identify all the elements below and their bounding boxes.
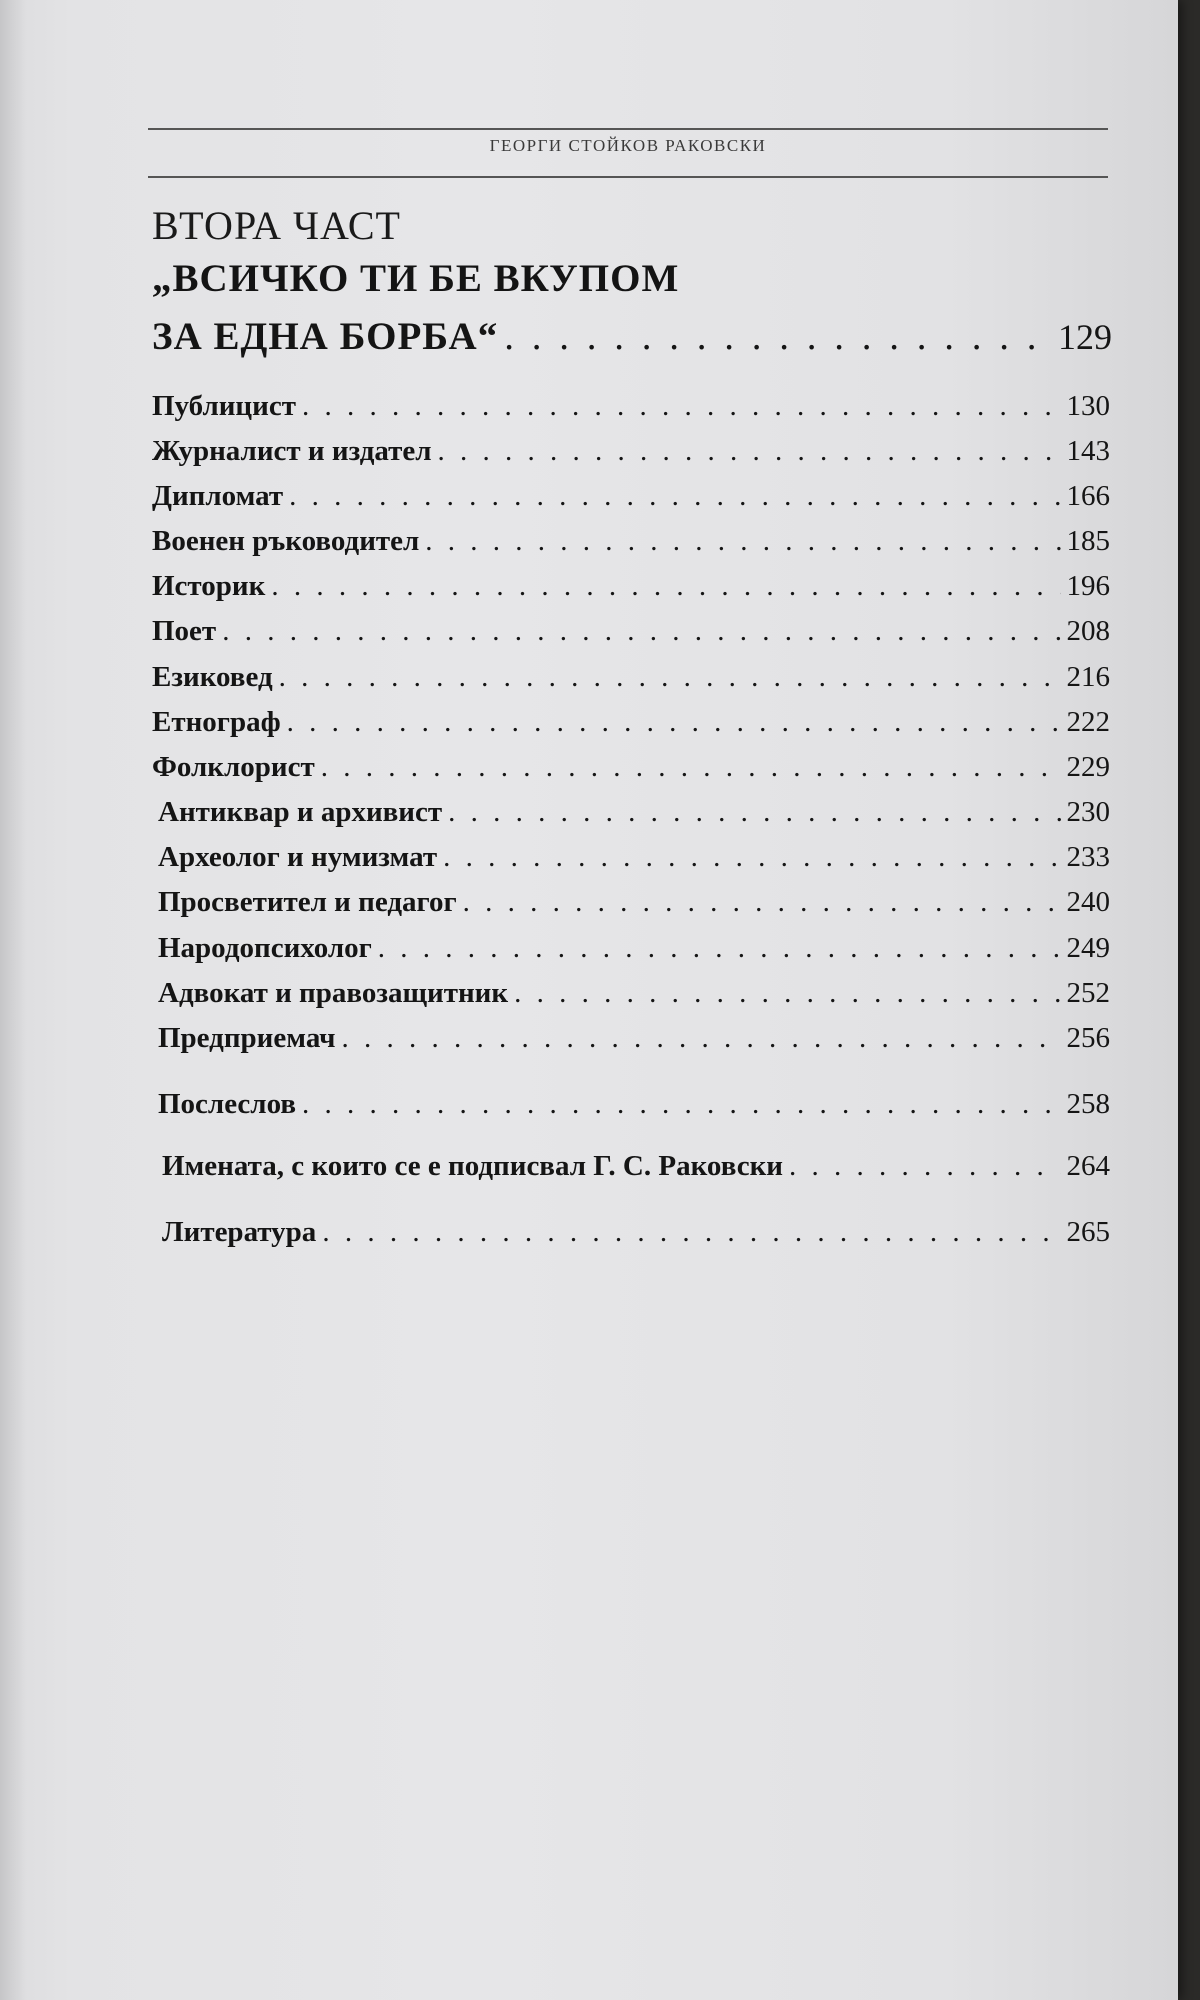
toc-entry-title: Предприемач <box>158 1022 336 1054</box>
toc-entry <box>152 480 1110 513</box>
toc-entry-page-number: 222 <box>1066 706 1110 738</box>
toc-entry-title: Публицист <box>152 390 296 422</box>
toc-entry-page-number: 196 <box>1066 570 1110 602</box>
dot-leader <box>448 796 1060 829</box>
toc-entry <box>158 977 1110 1010</box>
toc-entry <box>152 570 1110 603</box>
toc-entry <box>158 841 1110 874</box>
dot-leader <box>302 390 1061 423</box>
dot-leader <box>287 706 1061 739</box>
toc-entry-title: Послеслов <box>158 1088 297 1120</box>
toc-entry-title: Поет <box>152 615 217 647</box>
toc-entry <box>162 1150 1110 1183</box>
toc-entry-title: Антиквар и архивист <box>158 796 443 828</box>
toc-entry-title: Журналист и издател <box>152 435 432 467</box>
toc-entry-page-number: 249 <box>1066 932 1110 964</box>
toc-part-row <box>152 314 1112 359</box>
dot-leader <box>514 977 1060 1010</box>
toc-entry-title: Езиковед <box>152 661 273 693</box>
dot-leader <box>463 886 1061 919</box>
toc-entry-page-number: 252 <box>1066 977 1110 1009</box>
toc-entry-title: Историк <box>152 570 266 602</box>
toc-entry <box>158 886 1110 919</box>
dot-leader <box>378 932 1061 965</box>
dot-leader <box>279 661 1061 694</box>
dot-leader <box>302 1088 1060 1121</box>
toc-entry-page-number: 264 <box>1066 1150 1110 1182</box>
toc-entry <box>152 525 1110 558</box>
toc-entry-page-number: 258 <box>1066 1088 1110 1120</box>
toc-entry-title: Археолог и нумизмат <box>158 841 438 873</box>
page-gutter-shadow <box>0 0 26 2000</box>
toc-entry-title: Военен ръководител <box>152 525 420 557</box>
header-rule-top <box>148 128 1108 130</box>
toc-entry <box>152 661 1110 694</box>
toc-entry-page-number: 256 <box>1066 1022 1110 1054</box>
toc-entry <box>162 1216 1110 1249</box>
toc-entry <box>152 435 1110 468</box>
dot-leader <box>443 841 1060 874</box>
toc-entry <box>152 706 1110 739</box>
toc-entry-title: Адвокат и правозащитник <box>158 977 509 1009</box>
toc-entry-page-number: 166 <box>1066 480 1110 512</box>
toc-entry-title: Народопсихолог <box>158 932 372 964</box>
dot-leader <box>321 751 1061 784</box>
part-title-line-2: ЗА ЕДНА БОРБА“ <box>152 315 499 358</box>
running-head: ГЕОРГИ СТОЙКОВ РАКОВСКИ <box>489 136 767 155</box>
toc-entry-page-number: 240 <box>1066 886 1110 918</box>
toc-entry-page-number: 185 <box>1066 525 1110 557</box>
toc-entry-title: Литература <box>162 1216 317 1248</box>
part-label: ВТОРА ЧАСТ <box>152 203 401 248</box>
toc-entry-title: Дипломат <box>152 480 284 512</box>
header-rule-bottom <box>148 176 1108 178</box>
toc-entry <box>158 1022 1110 1055</box>
dot-leader <box>322 1216 1060 1249</box>
dot-leader <box>425 525 1060 558</box>
toc-entry-title: Имената, с които се е подписвал Г. С. Раковски <box>162 1150 783 1182</box>
toc-entry-title: Просветител и педагог <box>158 886 457 918</box>
toc-entry <box>158 932 1110 965</box>
toc-entry-title: Етнограф <box>152 706 281 738</box>
toc-entry-page-number: 208 <box>1066 615 1110 647</box>
toc-entry <box>152 390 1110 423</box>
toc-entry <box>158 796 1110 829</box>
dot-leader <box>222 615 1060 648</box>
toc-entry-page-number: 229 <box>1066 751 1110 783</box>
part-page-number: 129 <box>1058 317 1112 357</box>
toc-entry <box>158 1088 1110 1121</box>
part-title-line-1: „ВСИЧКО ТИ БЕ ВКУПОМ <box>152 257 680 300</box>
dot-leader <box>271 570 1060 603</box>
dot-leader <box>504 314 1052 359</box>
dot-leader <box>289 480 1060 513</box>
toc-entry-page-number: 216 <box>1066 661 1110 693</box>
toc-entry <box>152 615 1110 648</box>
toc-entry-page-number: 143 <box>1066 435 1110 467</box>
toc-entry-title: Фолклорист <box>152 751 315 783</box>
toc-entry-page-number: 130 <box>1066 390 1110 422</box>
dot-leader <box>789 1150 1061 1183</box>
toc-entry-page-number: 230 <box>1066 796 1110 828</box>
dot-leader <box>342 1022 1061 1055</box>
dot-leader <box>438 435 1061 468</box>
toc-entry <box>152 751 1110 784</box>
toc-entry-page-number: 265 <box>1066 1216 1110 1248</box>
toc-entry-page-number: 233 <box>1066 841 1110 873</box>
